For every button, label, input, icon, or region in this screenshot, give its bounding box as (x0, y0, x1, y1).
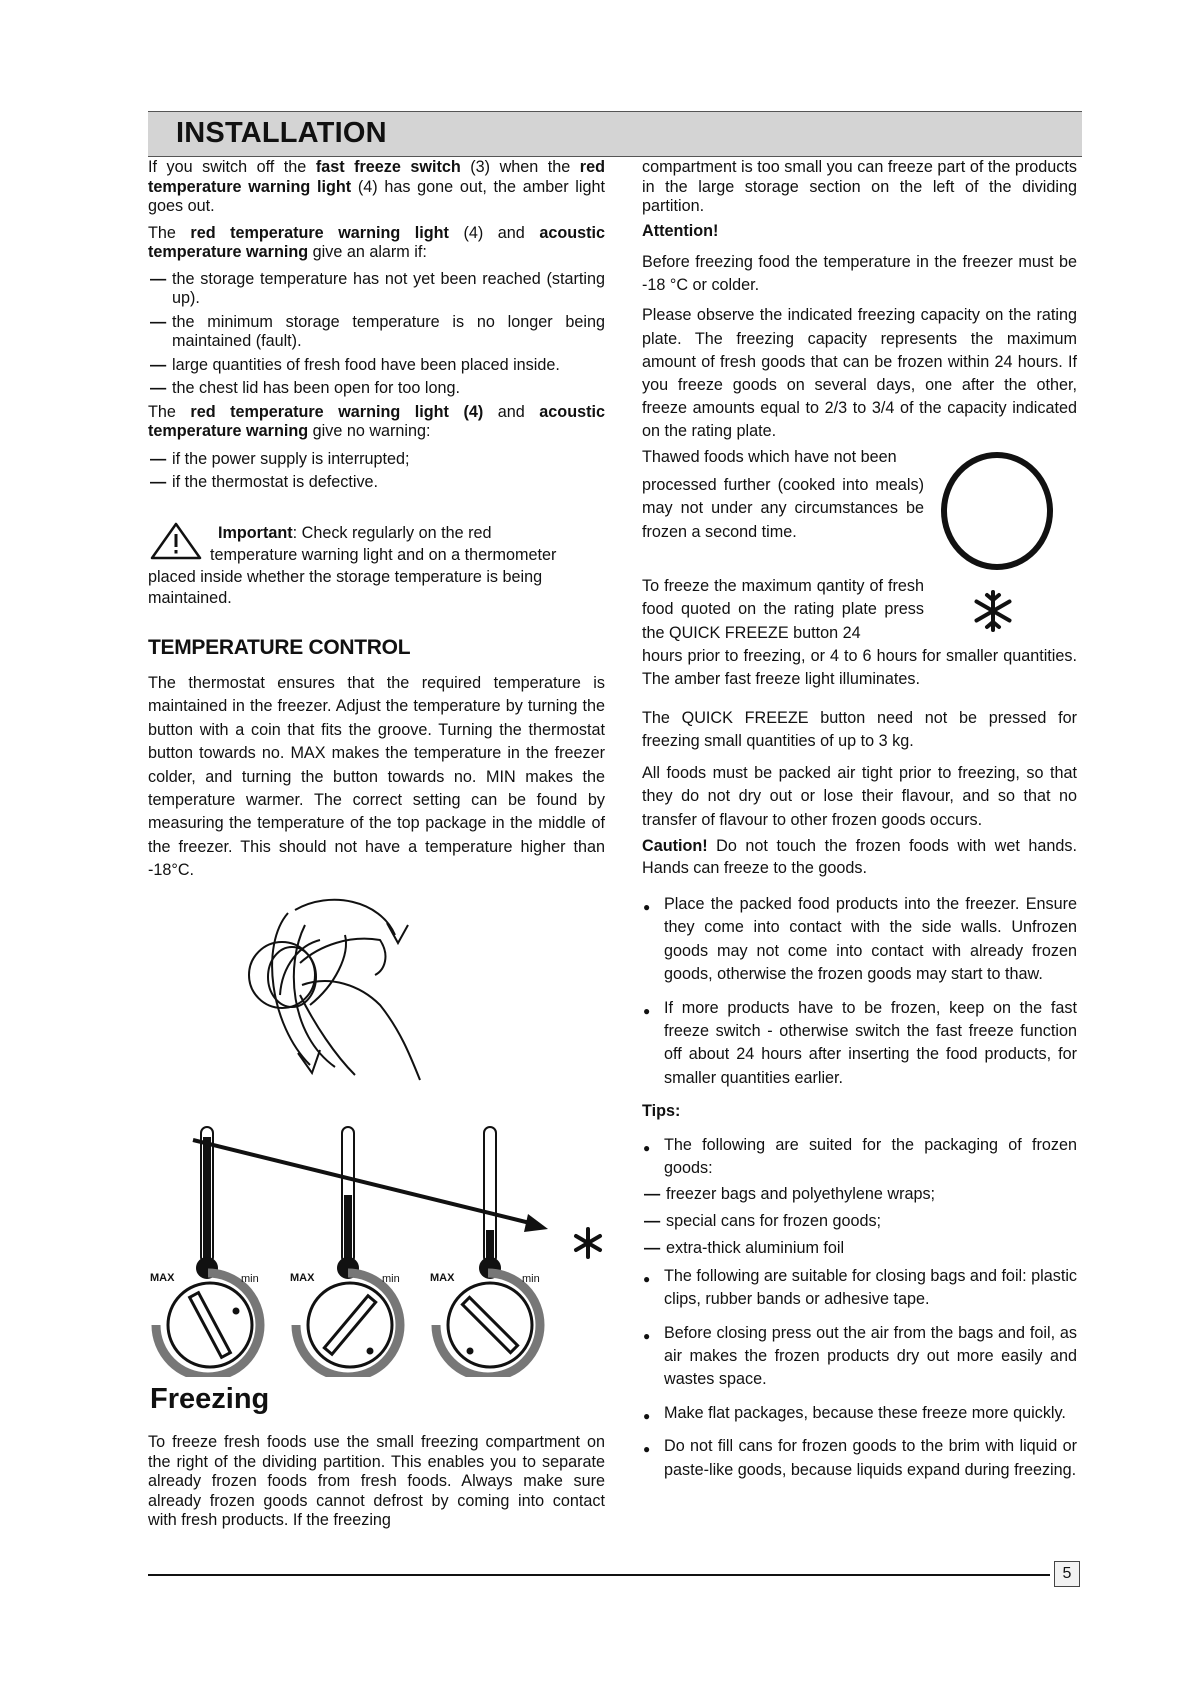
dash-marker: — (644, 1239, 661, 1258)
quick-freeze-snowflake-icon (970, 588, 1016, 634)
list-item (642, 1435, 1077, 1482)
empty-circle-symbol (940, 452, 1058, 576)
list-item (642, 1322, 1077, 1392)
dash-marker: — (644, 1211, 661, 1230)
dash-marker: — (150, 312, 167, 331)
tips-bullets (642, 1265, 1077, 1482)
text-segment: (3) when the (460, 158, 580, 176)
list-item-text: Do not fill cans for frozen goods to the brim with liquid or paste-like goods, because liquids expand during freezing. (664, 1437, 1077, 1479)
list-item (642, 1265, 1077, 1312)
thermometer-max-icon (196, 1127, 218, 1279)
section-header-bar (148, 111, 1082, 157)
dash-marker: — (644, 1184, 661, 1203)
dial-min-setting (436, 1273, 540, 1377)
list-item-text: extra-thick aluminium foil (666, 1239, 845, 1258)
thermometer-mid-icon (337, 1127, 359, 1279)
thermometer-min-icon (479, 1127, 501, 1279)
continued-text: compartment is too small you can freeze part of the products in the large storage section on the left of the dividing partition. (642, 158, 1077, 215)
bold-segment: acoustic temperature warning (148, 402, 605, 440)
thawed-text: processed further (cooked into meals) may not under any circumstances be frozen a second time. (642, 476, 924, 541)
paragraph-capacity: Please observe the indicated freezing capacity on the rating plate. The freezing capacity represents the maximum amount of fresh goods that can be frozen within 24 hours. If you freeze goods on several days, one after the other, freeze amounts equal to 2/3 to 3/4 of the capacity indicated on the rating plate. (642, 306, 1077, 441)
freezing-text: To freeze fresh foods use the small freezing compartment on the right of the dividing partition. This enables you to separate already frozen foods from fresh foods. Always make sure already frozen goods cannot defrost by coming into contact with fresh products. If the freezing (148, 1433, 605, 1530)
dial-max-setting (156, 1273, 260, 1377)
caution-text: Do not touch the frozen foods with wet hands. Hands can freeze to the goods. (642, 837, 1077, 877)
text-segment: (4) and (448, 223, 540, 242)
list-item-text: the minimum storage temperature is no longer being maintained (fault). (172, 312, 605, 350)
caution-label: Caution! (642, 837, 708, 856)
dash-marker: — (150, 379, 167, 397)
dial-min-label-2: min (382, 1273, 400, 1285)
snowflake-icon (576, 1229, 600, 1257)
dash-marker: — (150, 449, 167, 468)
paragraph-fast-freeze (148, 158, 605, 217)
paragraph-temperature: Before freezing food the temperature in the freezer must be -18 °C or colder. (642, 253, 1077, 295)
paragraph-alarm-intro (148, 224, 605, 263)
text-segment: If you switch off the (148, 158, 316, 176)
max-quantity-cont: hours prior to freezing, or 4 to 6 hours for smaller quantities. The amber fast freeze light illuminates. (642, 647, 1077, 689)
list-item (642, 997, 1077, 1091)
important-text: temperature warning light and on a thermometer placed inside whether the storage temperature is being maintained. (148, 546, 557, 607)
packaging-bullet (642, 1134, 1077, 1181)
temperature-control-text: The thermostat ensures that the required temperature is maintained in the freezer. Adjust the temperature by turning the button with a coin that fits the groove. Turning the thermostat button towards no. MAX makes the temperature in the freezer colder, and turning the button towards no. MIN makes the temperature warmer. The correct setting can be found by measuring the temperature of the top package in the middle of the freezer. This should not have a temperature higher than -18°C. (148, 674, 605, 880)
list-item-text: The following are suitable for closing bags and foil: plastic clips, rubber bands or adhesive tape. (664, 1266, 1078, 1309)
bullet-marker: ● (643, 1271, 651, 1286)
thermostat-settings-diagram (148, 1115, 618, 1377)
bullet-marker: ● (643, 1408, 651, 1423)
list-item-text: large quantities of fresh food have been placed inside. (172, 355, 560, 374)
right-lower-text (642, 707, 1077, 1492)
footer-rule (148, 1574, 1050, 1576)
dial-max-label-2: MAX (290, 1272, 315, 1284)
list-item-text: Place the packed food products into the freezer. Ensure they come into contact with the side walls. Unfrozen goods may not come into contact with already frozen goods, otherwise the frozen goods may start to thaw. (664, 895, 1077, 984)
dial-min-label-3: min (522, 1273, 540, 1285)
list-item (642, 1237, 1077, 1260)
list-item-text: Before closing press out the air from the bags and foil, as air makes the frozen products dry out more easily and wastes space. (664, 1323, 1077, 1389)
dash-marker: — (150, 473, 167, 491)
dial-max-label-1: MAX (150, 1272, 175, 1284)
list-item (148, 450, 605, 470)
paragraph-packed: All foods must be packed air tight prior to freezing, so that they do not dry out or lose their flavour, and so that no transfer of flavour to other frozen goods occurs. (642, 763, 1077, 829)
list-item (148, 473, 605, 493)
bullet-marker: ● (643, 1328, 651, 1343)
text-segment: (4) has gone out, the amber light goes out. (148, 177, 605, 215)
hand-turning-dial-illustration (240, 895, 450, 1100)
bold-segment: acoustic temperature warning (148, 223, 605, 261)
right-main-text (642, 251, 1077, 451)
thawed-first-line: Thawed foods which have not been (642, 448, 897, 466)
alarm-list (148, 270, 605, 399)
list-item-text: if the power supply is interrupted; (172, 449, 410, 468)
list-item-text: if the thermostat is defective. (172, 473, 379, 491)
list-item (148, 356, 605, 376)
list-item-text: the storage temperature has not yet been reached (starting up). (172, 269, 605, 307)
bullet-marker: ● (643, 1140, 651, 1155)
text-segment: give no warning: (308, 422, 431, 440)
temperature-control-heading: TEMPERATURE CONTROL (148, 636, 411, 659)
paragraph-caution (642, 836, 1077, 879)
text-segment: The (148, 402, 191, 421)
list-item-text: If more products have to be frozen, keep on the fast freeze switch - otherwise switch the fast freeze function off about 24 hours after inserting the food products, for smaller quantities earlier. (664, 998, 1077, 1087)
section-title: INSTALLATION (176, 117, 387, 149)
list-item-text: the chest lid has been open for too long. (172, 379, 460, 397)
list-item-text: freezer bags and polyethylene wraps; (666, 1184, 936, 1203)
placement-bullets (642, 893, 1077, 1090)
text-segment: give an alarm if: (308, 243, 427, 261)
list-item (148, 270, 605, 309)
text-segment: and (483, 402, 540, 421)
list-item-text: The following are suited for the packaging of frozen goods: (664, 1135, 1077, 1178)
bold-segment: red temperature warning light (4) (190, 402, 484, 421)
list-item (642, 1134, 1077, 1181)
important-label: Important (218, 524, 293, 542)
list-item (148, 379, 605, 399)
list-item-text: Make flat packages, because these freeze more quickly. (664, 1403, 1066, 1422)
dial-min-label-1: min (241, 1273, 259, 1285)
tips-label: Tips: (642, 1102, 681, 1121)
dial-mid-setting (296, 1273, 400, 1377)
freezing-heading: Freezing (150, 1383, 270, 1415)
bullet-marker: ● (643, 1442, 651, 1457)
important-first-line (218, 523, 608, 544)
bold-segment: red temperature warning light (148, 158, 605, 196)
important-line1: : Check regularly on the red (292, 524, 492, 542)
text-segment: The (148, 223, 191, 242)
list-item (642, 1402, 1077, 1425)
bullet-marker: ● (643, 1003, 651, 1018)
list-item-text: special cans for frozen goods; (666, 1211, 882, 1230)
page-number: 5 (1054, 1561, 1080, 1587)
bullet-marker: ● (643, 900, 651, 915)
bold-segment: fast freeze switch (315, 158, 461, 176)
dial-max-label-3: MAX (430, 1272, 455, 1284)
list-item (642, 1210, 1077, 1233)
paragraph-nowarn-intro (148, 403, 605, 442)
paragraph-quick-freeze: The QUICK FREEZE button need not be pressed for freezing small quantities of up to 3 kg. (642, 709, 1077, 751)
list-item (148, 313, 605, 352)
bold-segment: red temperature warning light (190, 223, 449, 242)
list-item (642, 893, 1077, 987)
list-item (642, 1183, 1077, 1206)
packaging-list (642, 1183, 1077, 1261)
left-column-top (148, 158, 605, 497)
dash-marker: — (150, 269, 167, 288)
dash-marker: — (150, 355, 167, 374)
nowarn-list (148, 450, 605, 493)
max-quantity-text: To freeze the maximum qantity of fresh food quoted on the rating plate press the QUICK FREEZE button 24 (642, 577, 924, 642)
attention-label: Attention! (642, 222, 719, 240)
